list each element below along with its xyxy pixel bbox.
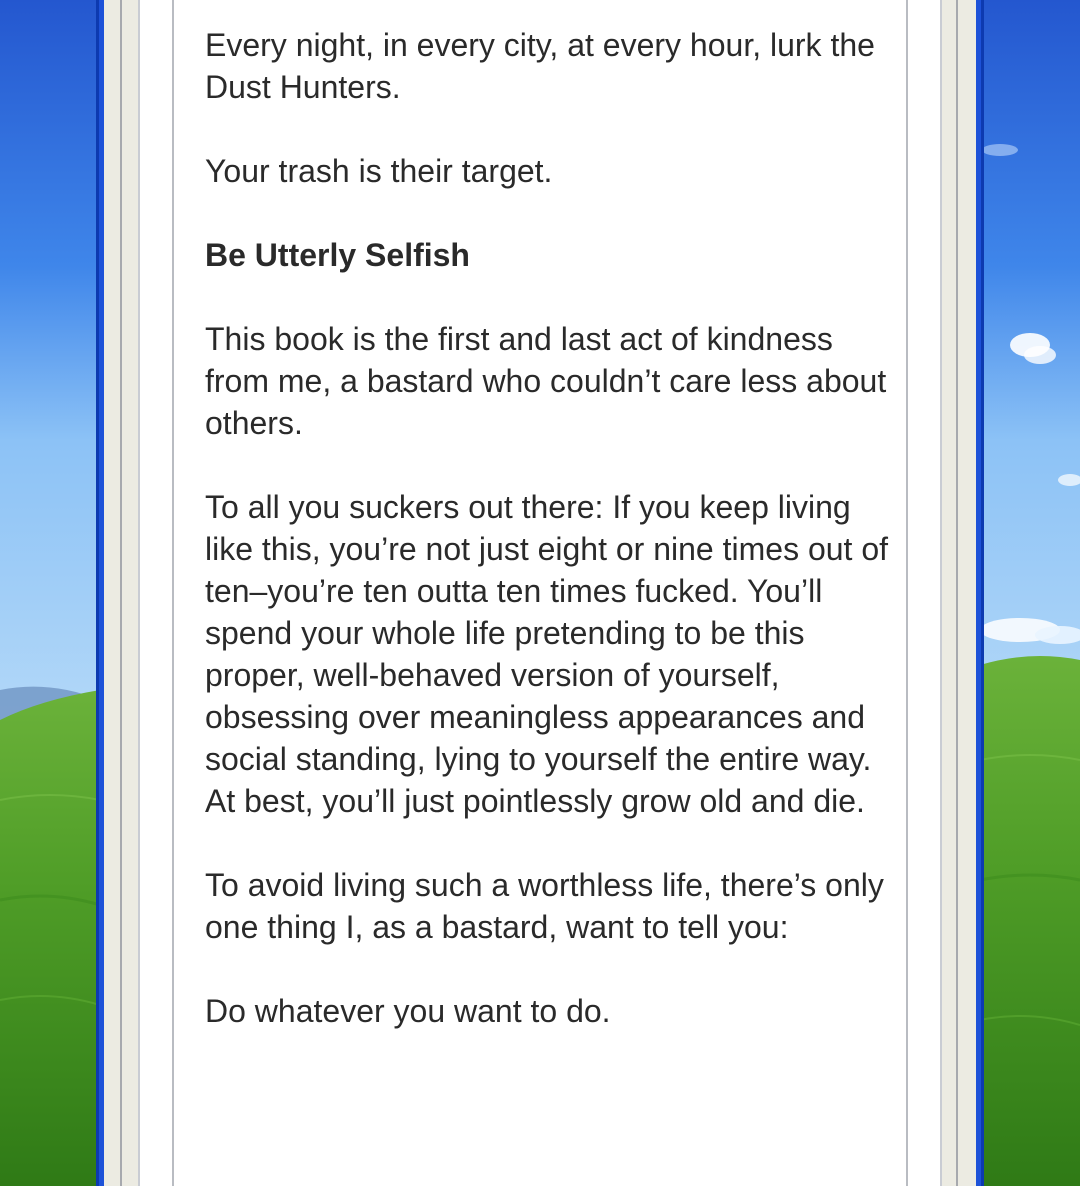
- section-heading: Be Utterly Selfish: [205, 237, 470, 273]
- paragraph-trash: Your trash is their target.: [205, 153, 553, 189]
- paragraph-intro: Every night, in every city, at every hour, lurk the Dust Hunters.: [205, 27, 875, 105]
- window-left-edge: [120, 0, 122, 1186]
- paragraph-worthless-life: To avoid living such a worthless life, there’s only one thing I, as a bastard, want to tell you:: [205, 867, 884, 945]
- paragraph-kindness: This book is the first and last act of kindness from me, a bastard who couldn’t care less about others.: [205, 321, 887, 441]
- paragraph-conclusion: Do whatever you want to do.: [205, 993, 611, 1029]
- paragraph-suckers: To all you suckers out there: If you keep living like this, you’re not just eight or nine times out of ten–you’re ten outta ten times fucked. You’ll spend your whole life pretending to be this proper, well-behaved version of yourself, obsessing over meaningless appearances and social standing, lying to yourself the entire way. At best, you’ll just pointlessly grow old and die.: [205, 489, 889, 819]
- window-right-edge: [956, 0, 958, 1186]
- document-content: [205, 24, 895, 1074]
